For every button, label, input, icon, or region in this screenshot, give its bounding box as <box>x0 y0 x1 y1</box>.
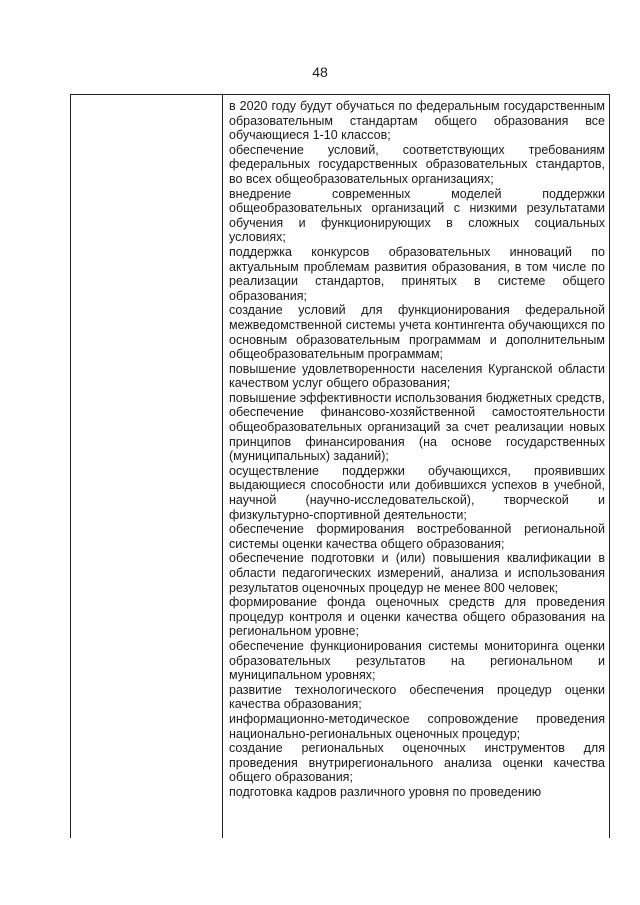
list-item: создание условий для функционирования федеральной межведомственной системы учета контингента обучающихся по основным образовательным программам и дополнительным общеобразовательным программам; <box>229 303 605 362</box>
list-item: обеспечение подготовки и (или) повышения квалификации в области педагогических измерений, анализа и использования результатов оценочных процедур не менее 800 человек; <box>229 551 605 595</box>
list-item: внедрение современных моделей поддержки общеобразовательных организаций с низкими результатами обучения и функционирующих в сложных социальных условиях; <box>229 186 605 245</box>
list-item: создание региональных оценочных инструментов для проведения внутрирегионального анализа оценки качества общего образования; <box>229 741 605 785</box>
list-item: обеспечение условий, соответствующих требованиям федеральных государственных образовательных стандартов, во всех общеобразовательных организациях; <box>229 142 605 186</box>
table-left-column <box>71 95 223 838</box>
list-item: повышение удовлетворенности населения Курганской области качеством услуг общего образования; <box>229 361 605 391</box>
list-item: формирование фонда оценочных средств для проведения процедур контроля и оценки качества общего образования на региональном уровне; <box>229 595 605 639</box>
list-item: подготовка кадров различного уровня по проведению <box>229 784 542 799</box>
table-frame <box>70 94 610 838</box>
list-item: обеспечение формирования востребованной региональной системы оценки качества общего образования; <box>229 522 605 551</box>
list-item: развитие технологического обеспечения процедур оценки качества образования; <box>229 682 605 712</box>
list-item: информационно-методическое сопровождение проведения национально-региональных оценочных процедур; <box>229 711 605 741</box>
list-item: обеспечение функционирования системы мониторинга оценки образовательных результатов на региональном и муниципальном уровнях; <box>229 638 605 683</box>
list-item: поддержка конкурсов образовательных инноваций по актуальным проблемам развития образования, в том числе по реализации стандартов, принятых в системе общего образования; <box>229 244 605 303</box>
list-item: осуществление поддержки обучающихся, проявивших выдающиеся способности или добившихся успехов в учебной, научной (научно-исследовательской), творческой и физкультурно-спортивной деятельности; <box>229 463 605 522</box>
list-item: повышение эффективности использования бюджетных средств, обеспечение финансово-хозяйственной самостоятельности общеобразовательных организаций за счет реализации новых принципов финансирования (на основе государственных (муниципальных) заданий); <box>229 390 605 464</box>
table-right-column <box>229 99 605 800</box>
list-item: в 2020 году будут обучаться по федеральным государственным образовательным стандартам общего образования все обучающиеся 1-10 классов; <box>229 99 605 143</box>
page-number: 48 <box>312 64 328 80</box>
